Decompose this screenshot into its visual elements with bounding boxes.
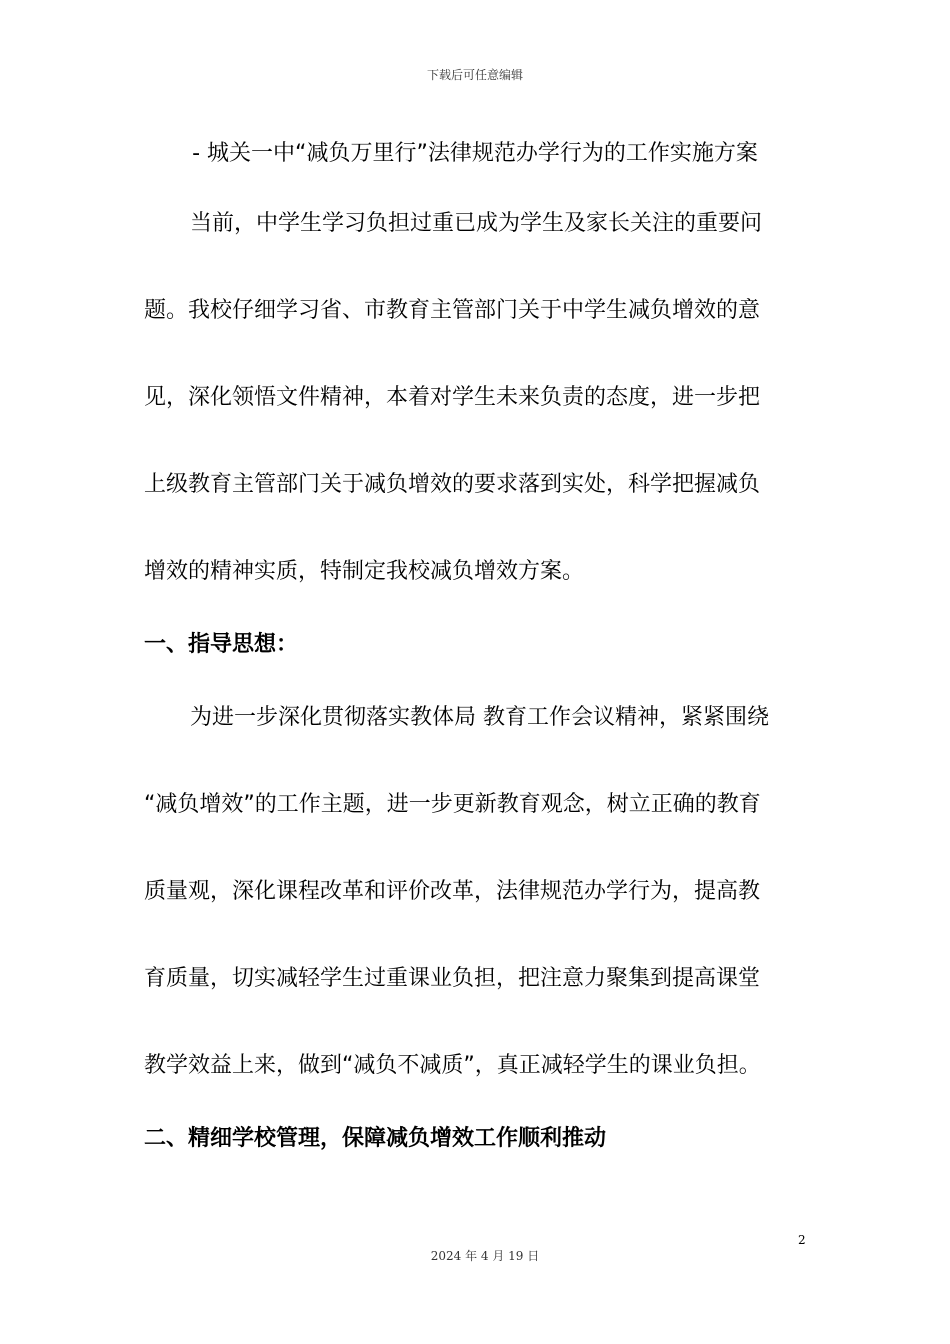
paragraph-line: 育质量，切实减轻学生过重课业负担，把注意力聚集到提高课堂 xyxy=(144,966,761,991)
paragraph-line: 上级教育主管部门关于减负增效的要求落到实处，科学把握减负 xyxy=(144,472,761,497)
page-header: 下载后可任意编辑 xyxy=(426,68,523,82)
page-number: 2 xyxy=(798,1233,806,1247)
section-heading: 二、精细学校管理，保障减负增效工作顺利推动 xyxy=(144,1126,607,1151)
paragraph-line: 见，深化领悟文件精神，本着对学生未来负责的态度，进一步把 xyxy=(144,385,761,410)
paragraph-line: “减负增效”的工作主题，进一步更新教育观念，树立正确的教育 xyxy=(144,792,761,817)
page-footer-date: 2024 年 4 月 19 日 xyxy=(430,1249,540,1263)
section-heading: 一、指导思想： xyxy=(144,632,299,657)
paragraph-line: 教学效益上来，做到“减负不减质”，真正减轻学生的课业负担。 xyxy=(144,1053,761,1078)
paragraph-line: 当前，中学生学习负担过重已成为学生及家长关注的重要问 xyxy=(190,211,763,236)
paragraph-line: 题。我校仔细学习省、市教育主管部门关于中学生减负增效的意 xyxy=(144,298,761,323)
paragraph-line: 为进一步深化贯彻落实教体局 教育工作会议精神，紧紧围绕 xyxy=(190,705,769,730)
document-title: - 城关一中“减负万里行”法律规范办学行为的工作实施方案 xyxy=(192,141,758,166)
paragraph-line: 质量观，深化课程改革和评价改革，法律规范办学行为，提高教 xyxy=(144,879,761,904)
paragraph-line: 增效的精神实质，特制定我校减负增效方案。 xyxy=(144,559,585,584)
